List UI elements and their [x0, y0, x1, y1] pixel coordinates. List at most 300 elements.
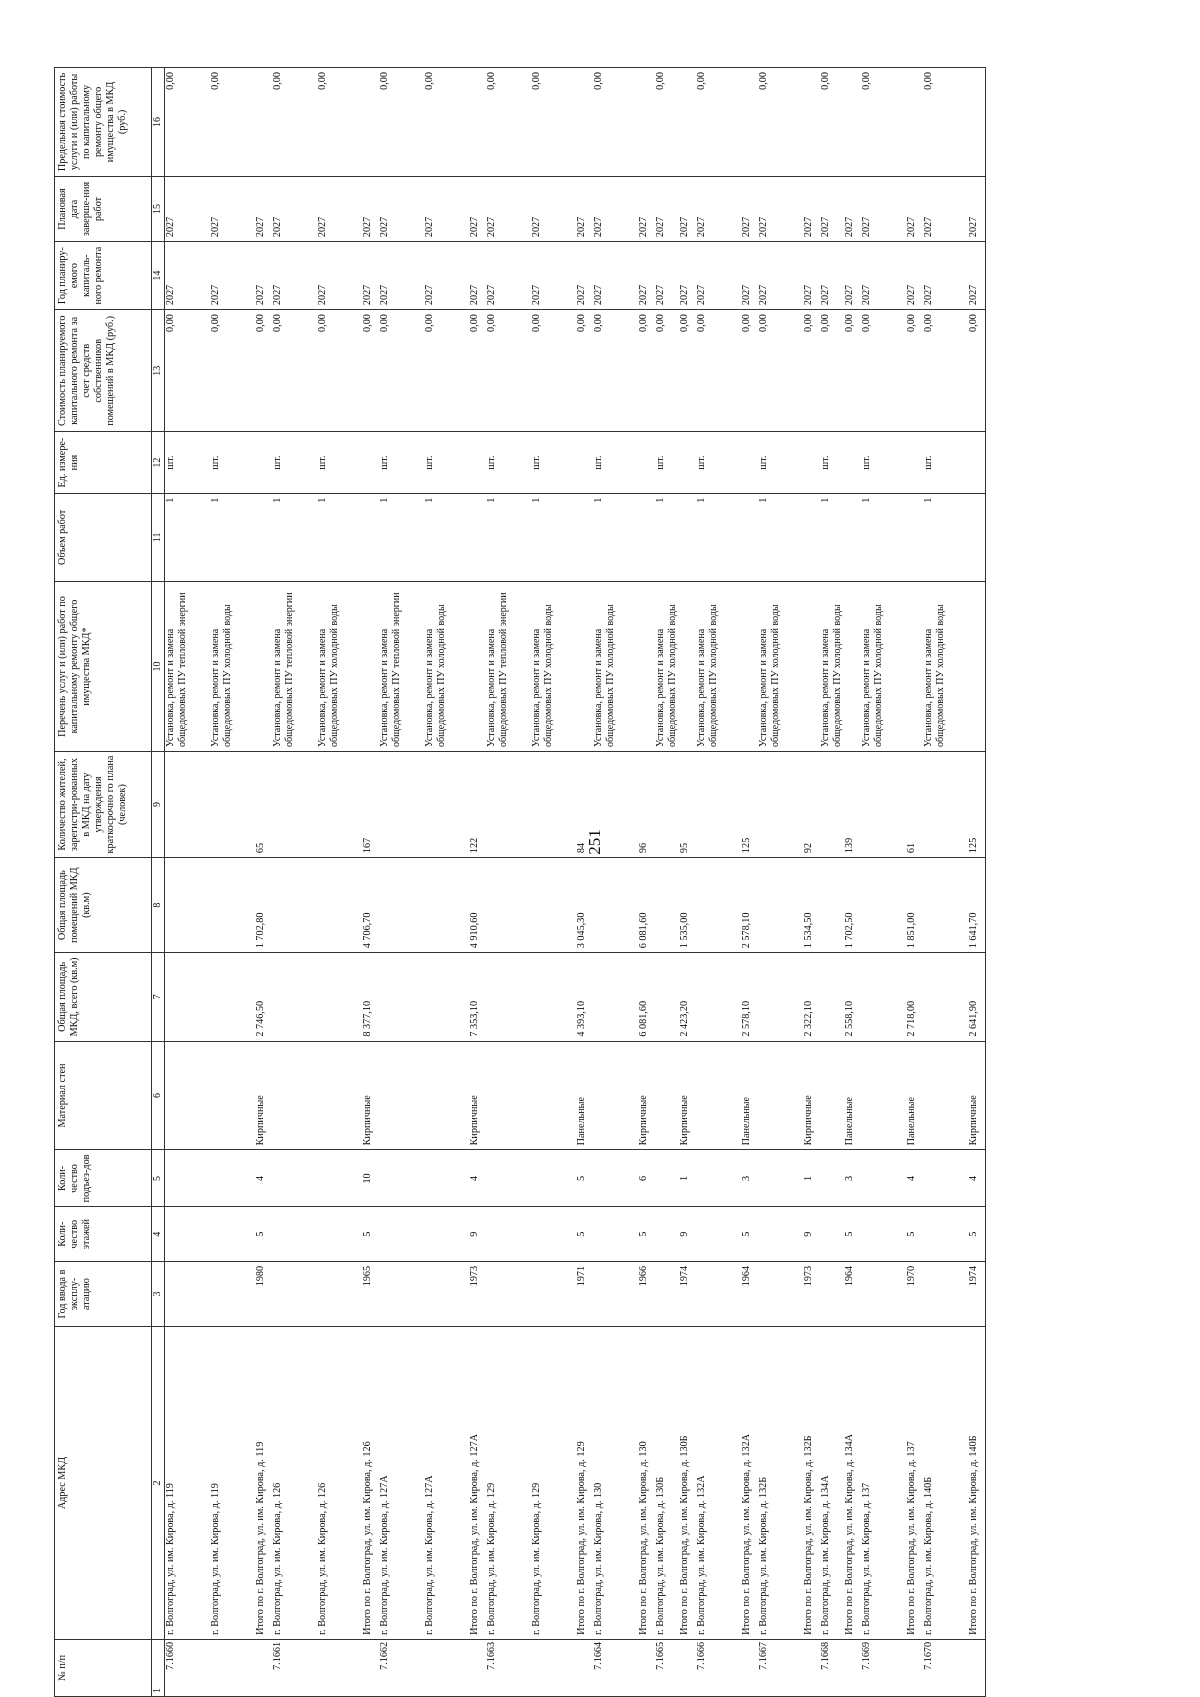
unit-cell: шт.	[820, 432, 844, 493]
cost-cell: 0,00	[638, 310, 655, 432]
address-cell: Итого по г. Волгоград, ул. им. Кирова, д. 127А	[469, 1327, 486, 1640]
header-repair-year: Год планиру-емого капиталь-ного ремонта	[55, 242, 152, 310]
year-built-cell: 1965	[362, 1261, 379, 1326]
unit-cell: шт.	[379, 432, 424, 493]
column-number: 9	[152, 752, 165, 858]
works-list-cell	[469, 582, 486, 752]
limit-cost-cell	[679, 68, 696, 177]
wall-material-cell	[820, 1041, 844, 1150]
residents-cell: 96	[638, 752, 655, 858]
wall-material-cell	[531, 1041, 576, 1150]
repair-year-cell: 2027	[486, 242, 531, 310]
floors-cell: 5	[906, 1207, 923, 1261]
works-list-cell: Установка, ремонт и замена общедомовых ПУ холодной воды	[424, 582, 469, 752]
repair-year-cell: 2027	[861, 242, 906, 310]
limit-cost-cell: 0,00	[593, 68, 638, 177]
residents-cell: 95	[679, 752, 696, 858]
column-number: 11	[152, 493, 165, 581]
work-volume-cell: 1	[317, 493, 362, 581]
unit-cell	[576, 432, 593, 493]
row-number-cell: 7.1668	[820, 1639, 844, 1696]
address-cell: г. Волгоград, ул. им. Кирова, д. 130	[593, 1327, 638, 1640]
table-row	[210, 68, 255, 1697]
row-number-cell: 7.1667	[758, 1639, 803, 1696]
room-area-cell: 1 534,50	[803, 858, 820, 953]
works-list-cell	[906, 582, 923, 752]
wall-material-cell: Панельные	[576, 1041, 593, 1150]
header-row	[55, 68, 152, 1697]
repair-year-cell: 2027	[531, 242, 576, 310]
works-list-cell	[741, 582, 758, 752]
repair-year-cell: 2027	[255, 242, 272, 310]
row-number-cell: 7.1670	[923, 1639, 968, 1696]
header-total-area: Общая площадь МКД, всего (кв.м)	[55, 953, 152, 1041]
repair-year-cell: 2027	[820, 242, 844, 310]
unit-cell	[803, 432, 820, 493]
cost-cell: 0,00	[696, 310, 741, 432]
floors-cell	[317, 1207, 362, 1261]
works-list-cell	[844, 582, 861, 752]
repair-year-cell: 2027	[424, 242, 469, 310]
total-area-cell	[486, 953, 531, 1041]
repair-year-cell: 2027	[844, 242, 861, 310]
wall-material-cell	[758, 1041, 803, 1150]
cost-cell: 0,00	[820, 310, 844, 432]
work-volume-cell	[255, 493, 272, 581]
limit-cost-cell	[803, 68, 820, 177]
wall-material-cell: Кирпичные	[469, 1041, 486, 1150]
total-area-cell	[210, 953, 255, 1041]
cost-cell: 0,00	[923, 310, 968, 432]
header-cost: Стоимость планируемого капитального ремонта за счет средств собственников помещений в МКД (руб.)	[55, 310, 152, 432]
row-number-cell: 7.1666	[696, 1639, 741, 1696]
work-volume-cell: 1	[165, 493, 211, 581]
works-list-cell: Установка, ремонт и замена общедомовых ПУ холодной воды	[531, 582, 576, 752]
year-built-cell	[696, 1261, 741, 1326]
total-area-cell	[593, 953, 638, 1041]
cost-cell: 0,00	[255, 310, 272, 432]
column-number: 5	[152, 1150, 165, 1207]
unit-cell	[679, 432, 696, 493]
entrances-cell: 1	[803, 1150, 820, 1207]
year-built-cell	[655, 1261, 679, 1326]
row-number-cell: 7.1663	[486, 1639, 531, 1696]
work-volume-cell	[638, 493, 655, 581]
unit-cell	[906, 432, 923, 493]
wall-material-cell: Кирпичные	[362, 1041, 379, 1150]
end-date-cell: 2027	[679, 176, 696, 241]
table-row	[531, 68, 576, 1697]
total-area-cell	[923, 953, 968, 1041]
room-area-cell	[210, 858, 255, 953]
header-number: № п/п	[55, 1639, 152, 1696]
table-row	[593, 68, 638, 1697]
row-number-cell	[968, 1639, 986, 1696]
entrances-cell	[317, 1150, 362, 1207]
residents-cell	[696, 752, 741, 858]
page-number: 251	[584, 829, 604, 855]
work-volume-cell: 1	[210, 493, 255, 581]
end-date-cell: 2027	[255, 176, 272, 241]
column-number: 6	[152, 1041, 165, 1150]
cost-cell: 0,00	[362, 310, 379, 432]
end-date-cell: 2027	[362, 176, 379, 241]
row-number-cell: 7.1661	[272, 1639, 317, 1696]
address-cell: Итого по г. Волгоград, ул. им. Кирова, д. 132Б	[803, 1327, 820, 1640]
column-number-row	[152, 68, 165, 1697]
floors-cell: 5	[741, 1207, 758, 1261]
limit-cost-cell: 0,00	[758, 68, 803, 177]
repair-year-cell: 2027	[655, 242, 679, 310]
table-row	[844, 68, 861, 1697]
residents-cell	[317, 752, 362, 858]
works-list-cell: Установка, ремонт и замена общедомовых ПУ холодной воды	[820, 582, 844, 752]
room-area-cell: 3 045,30	[576, 858, 593, 953]
limit-cost-cell: 0,00	[210, 68, 255, 177]
year-built-cell: 1973	[803, 1261, 820, 1326]
limit-cost-cell: 0,00	[923, 68, 968, 177]
year-built-cell: 1964	[844, 1261, 861, 1326]
work-volume-cell: 1	[593, 493, 638, 581]
row-number-cell	[255, 1639, 272, 1696]
address-cell: г. Волгоград, ул. им. Кирова, д. 127А	[379, 1327, 424, 1640]
entrances-cell	[210, 1150, 255, 1207]
table-row	[255, 68, 272, 1697]
cost-cell: 0,00	[861, 310, 906, 432]
year-built-cell: 1974	[679, 1261, 696, 1326]
column-number: 13	[152, 310, 165, 432]
table-row	[317, 68, 362, 1697]
year-built-cell	[210, 1261, 255, 1326]
room-area-cell	[861, 858, 906, 953]
column-number: 2	[152, 1327, 165, 1640]
header-limit-cost: Предельная стоимость услуги и (или) работы по капитальному ремонту общего имущества в МКД (руб.)	[55, 68, 152, 177]
header-unit: Ед. измере-ния	[55, 432, 152, 493]
limit-cost-cell: 0,00	[696, 68, 741, 177]
residents-cell: 167	[362, 752, 379, 858]
year-built-cell	[758, 1261, 803, 1326]
year-built-cell: 1980	[255, 1261, 272, 1326]
year-built-cell	[486, 1261, 531, 1326]
address-cell: Итого по г. Волгоград, ул. им. Кирова, д. 126	[362, 1327, 379, 1640]
works-list-cell: Установка, ремонт и замена общедомовых ПУ тепловой энергии	[379, 582, 424, 752]
wall-material-cell: Кирпичные	[803, 1041, 820, 1150]
table-row	[906, 68, 923, 1697]
work-volume-cell: 1	[424, 493, 469, 581]
residents-cell	[531, 752, 576, 858]
limit-cost-cell: 0,00	[317, 68, 362, 177]
unit-cell	[968, 432, 986, 493]
work-volume-cell	[906, 493, 923, 581]
end-date-cell: 2027	[906, 176, 923, 241]
row-number-cell: 7.1660	[165, 1639, 211, 1696]
room-area-cell: 2 578,10	[741, 858, 758, 953]
cost-cell: 0,00	[272, 310, 317, 432]
row-number-cell: 7.1662	[379, 1639, 424, 1696]
address-cell: г. Волгоград, ул. им. Кирова, д. 132А	[696, 1327, 741, 1640]
works-list-cell: Установка, ремонт и замена общедомовых ПУ холодной воды	[923, 582, 968, 752]
end-date-cell: 2027	[486, 176, 531, 241]
residents-cell	[210, 752, 255, 858]
year-built-cell: 1971	[576, 1261, 593, 1326]
table-body	[165, 68, 986, 1697]
work-volume-cell: 1	[486, 493, 531, 581]
cost-cell: 0,00	[741, 310, 758, 432]
total-area-cell	[696, 953, 741, 1041]
room-area-cell: 1 702,80	[255, 858, 272, 953]
work-volume-cell: 1	[272, 493, 317, 581]
unit-cell: шт.	[424, 432, 469, 493]
year-built-cell: 1964	[741, 1261, 758, 1326]
year-built-cell	[379, 1261, 424, 1326]
entrances-cell	[861, 1150, 906, 1207]
limit-cost-cell: 0,00	[655, 68, 679, 177]
address-cell: Итого по г. Волгоград, ул. им. Кирова, д. 130Б	[679, 1327, 696, 1640]
floors-cell	[861, 1207, 906, 1261]
floors-cell: 9	[469, 1207, 486, 1261]
floors-cell: 9	[803, 1207, 820, 1261]
entrances-cell	[272, 1150, 317, 1207]
limit-cost-cell: 0,00	[379, 68, 424, 177]
floors-cell: 5	[362, 1207, 379, 1261]
entrances-cell: 4	[968, 1150, 986, 1207]
cost-cell: 0,00	[679, 310, 696, 432]
entrances-cell	[165, 1150, 211, 1207]
header-work-volume: Объем работ	[55, 493, 152, 581]
repair-year-cell: 2027	[362, 242, 379, 310]
row-number-cell: 7.1669	[861, 1639, 906, 1696]
cost-cell: 0,00	[968, 310, 986, 432]
header-room-area: Общая площадь помещений МКД (кв.м)	[55, 858, 152, 953]
works-list-cell: Установка, ремонт и замена общедомовых ПУ холодной воды	[317, 582, 362, 752]
work-volume-cell	[679, 493, 696, 581]
year-built-cell: 1966	[638, 1261, 655, 1326]
works-list-cell	[679, 582, 696, 752]
work-volume-cell	[362, 493, 379, 581]
work-volume-cell	[844, 493, 861, 581]
limit-cost-cell: 0,00	[486, 68, 531, 177]
header-end-date: Плановая дата заверше-ния работ	[55, 176, 152, 241]
room-area-cell	[655, 858, 679, 953]
room-area-cell: 1 702,50	[844, 858, 861, 953]
entrances-cell: 10	[362, 1150, 379, 1207]
room-area-cell: 1 851,00	[906, 858, 923, 953]
limit-cost-cell: 0,00	[424, 68, 469, 177]
repair-year-cell: 2027	[317, 242, 362, 310]
room-area-cell	[317, 858, 362, 953]
year-built-cell	[531, 1261, 576, 1326]
header-year-built: Год ввода в эксплу-атацию	[55, 1261, 152, 1326]
work-volume-cell	[741, 493, 758, 581]
cost-cell: 0,00	[758, 310, 803, 432]
room-area-cell	[165, 858, 211, 953]
total-area-cell	[317, 953, 362, 1041]
row-number-cell	[906, 1639, 923, 1696]
year-built-cell	[861, 1261, 906, 1326]
wall-material-cell	[923, 1041, 968, 1150]
table-row	[696, 68, 741, 1697]
cost-cell: 0,00	[803, 310, 820, 432]
unit-cell: шт.	[861, 432, 906, 493]
repair-plan-table	[54, 67, 986, 1697]
wall-material-cell	[861, 1041, 906, 1150]
header-wall-material: Материал стен	[55, 1041, 152, 1150]
wall-material-cell	[593, 1041, 638, 1150]
address-cell: Итого по г. Волгоград, ул. им. Кирова, д. 137	[906, 1327, 923, 1640]
entrances-cell	[424, 1150, 469, 1207]
limit-cost-cell	[906, 68, 923, 177]
works-list-cell: Установка, ремонт и замена общедомовых ПУ холодной воды	[696, 582, 741, 752]
address-cell: г. Волгоград, ул. им. Кирова, д. 137	[861, 1327, 906, 1640]
total-area-cell	[272, 953, 317, 1041]
work-volume-cell: 1	[820, 493, 844, 581]
row-number-cell	[741, 1639, 758, 1696]
column-number: 16	[152, 68, 165, 177]
room-area-cell: 1 535,00	[679, 858, 696, 953]
residents-cell	[758, 752, 803, 858]
table-row	[424, 68, 469, 1697]
works-list-cell: Установка, ремонт и замена общедомовых ПУ холодной воды	[758, 582, 803, 752]
row-number-cell: 7.1664	[593, 1639, 638, 1696]
floors-cell: 5	[255, 1207, 272, 1261]
floors-cell	[531, 1207, 576, 1261]
total-area-cell: 6 081,60	[638, 953, 655, 1041]
room-area-cell	[272, 858, 317, 953]
table-row	[165, 68, 211, 1697]
repair-year-cell: 2027	[696, 242, 741, 310]
row-number-cell	[844, 1639, 861, 1696]
header-floors: Коли-чество этажей	[55, 1207, 152, 1261]
repair-year-cell: 2027	[379, 242, 424, 310]
floors-cell	[379, 1207, 424, 1261]
address-cell: г. Волгоград, ул. им. Кирова, д. 126	[272, 1327, 317, 1640]
work-volume-cell	[803, 493, 820, 581]
unit-cell	[638, 432, 655, 493]
room-area-cell	[531, 858, 576, 953]
unit-cell: шт.	[317, 432, 362, 493]
residents-cell	[165, 752, 211, 858]
row-number-cell: 7.1665	[655, 1639, 679, 1696]
entrances-cell: 4	[906, 1150, 923, 1207]
end-date-cell: 2027	[923, 176, 968, 241]
address-cell: Итого по г. Волгоград, ул. им. Кирова, д. 134А	[844, 1327, 861, 1640]
floors-cell	[655, 1207, 679, 1261]
table-row	[576, 68, 593, 1697]
cost-cell: 0,00	[317, 310, 362, 432]
limit-cost-cell: 0,00	[861, 68, 906, 177]
work-volume-cell	[968, 493, 986, 581]
total-area-cell: 8 377,10	[362, 953, 379, 1041]
limit-cost-cell	[469, 68, 486, 177]
floors-cell: 5	[576, 1207, 593, 1261]
entrances-cell: 4	[469, 1150, 486, 1207]
total-area-cell	[165, 953, 211, 1041]
total-area-cell: 2 641,90	[968, 953, 986, 1041]
residents-cell	[923, 752, 968, 858]
cost-cell: 0,00	[531, 310, 576, 432]
year-built-cell: 1970	[906, 1261, 923, 1326]
repair-year-cell: 2027	[758, 242, 803, 310]
row-number-cell	[679, 1639, 696, 1696]
work-volume-cell: 1	[923, 493, 968, 581]
end-date-cell: 2027	[576, 176, 593, 241]
address-cell: г. Волгоград, ул. им. Кирова, д. 132Б	[758, 1327, 803, 1640]
row-number-cell	[531, 1639, 576, 1696]
works-list-cell: Установка, ремонт и замена общедомовых ПУ холодной воды	[655, 582, 679, 752]
work-volume-cell: 1	[861, 493, 906, 581]
room-area-cell	[486, 858, 531, 953]
room-area-cell	[820, 858, 844, 953]
end-date-cell: 2027	[638, 176, 655, 241]
total-area-cell	[758, 953, 803, 1041]
table-row	[803, 68, 820, 1697]
table-row	[861, 68, 906, 1697]
wall-material-cell	[424, 1041, 469, 1150]
table-row	[469, 68, 486, 1697]
year-built-cell	[165, 1261, 211, 1326]
cost-cell: 0,00	[424, 310, 469, 432]
entrances-cell	[486, 1150, 531, 1207]
address-cell: г. Волгоград, ул. им. Кирова, д. 129	[531, 1327, 576, 1640]
wall-material-cell	[272, 1041, 317, 1150]
limit-cost-cell: 0,00	[165, 68, 211, 177]
unit-cell: шт.	[923, 432, 968, 493]
residents-cell: 61	[906, 752, 923, 858]
room-area-cell	[379, 858, 424, 953]
end-date-cell: 2027	[655, 176, 679, 241]
address-cell: г. Волгоград, ул. им. Кирова, д. 130Б	[655, 1327, 679, 1640]
repair-year-cell: 2027	[803, 242, 820, 310]
total-area-cell: 2 718,00	[906, 953, 923, 1041]
table-row	[741, 68, 758, 1697]
table-row	[379, 68, 424, 1697]
table-row	[638, 68, 655, 1697]
wall-material-cell	[317, 1041, 362, 1150]
wall-material-cell: Панельные	[844, 1041, 861, 1150]
repair-year-cell: 2027	[469, 242, 486, 310]
year-built-cell	[424, 1261, 469, 1326]
floors-cell	[593, 1207, 638, 1261]
works-list-cell	[255, 582, 272, 752]
limit-cost-cell	[968, 68, 986, 177]
limit-cost-cell	[576, 68, 593, 177]
total-area-cell	[861, 953, 906, 1041]
table-row	[968, 68, 986, 1697]
floors-cell: 5	[638, 1207, 655, 1261]
row-number-cell	[803, 1639, 820, 1696]
total-area-cell: 4 393,10	[576, 953, 593, 1041]
total-area-cell	[531, 953, 576, 1041]
floors-cell: 9	[679, 1207, 696, 1261]
column-number: 10	[152, 582, 165, 752]
entrances-cell: 3	[741, 1150, 758, 1207]
works-list-cell: Установка, ремонт и замена общедомовых ПУ холодной воды	[593, 582, 638, 752]
column-number: 14	[152, 242, 165, 310]
room-area-cell: 4 910,60	[469, 858, 486, 953]
limit-cost-cell	[638, 68, 655, 177]
end-date-cell: 2027	[424, 176, 469, 241]
entrances-cell	[379, 1150, 424, 1207]
room-area-cell	[593, 858, 638, 953]
table-row	[758, 68, 803, 1697]
end-date-cell: 2027	[317, 176, 362, 241]
floors-cell	[486, 1207, 531, 1261]
rotated-table-container	[54, 67, 1164, 1697]
total-area-cell: 2 746,50	[255, 953, 272, 1041]
work-volume-cell	[469, 493, 486, 581]
entrances-cell	[655, 1150, 679, 1207]
repair-year-cell: 2027	[968, 242, 986, 310]
